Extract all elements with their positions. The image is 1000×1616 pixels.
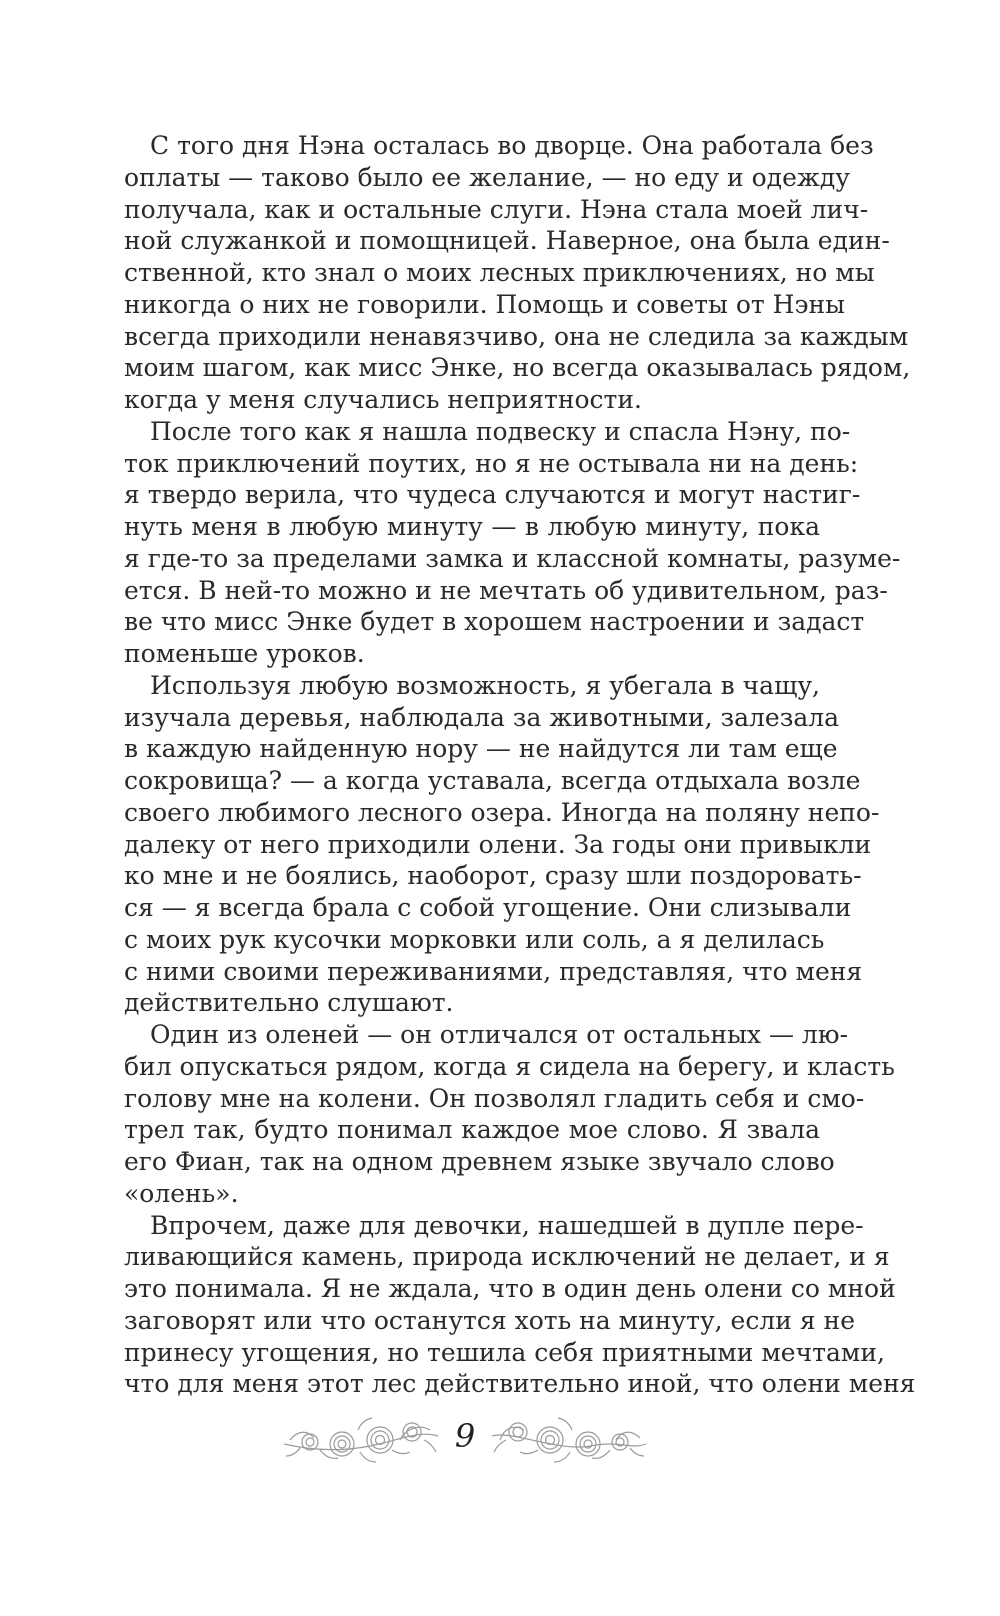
text-line: это понимала. Я не ждала, что в один день олени со мной [124, 1274, 896, 1303]
text-line: поменьше уроков. [124, 639, 365, 668]
text-line: я где-то за пределами замка и классной комнаты, разуме- [124, 543, 901, 573]
text-line: трел так, будто понимал каждое мое слово. Я звала [124, 1115, 820, 1145]
text-line: ток приключений поутих, но я не остывала ни на день: [124, 448, 859, 478]
page-number: 9 [454, 1417, 476, 1455]
rose-vine-ornament-right-icon [490, 1400, 650, 1480]
text-line: ется. В ней-то можно и не мечтать об удивительном, раз- [124, 575, 888, 605]
text-line: ве что мисс Энке будет в хорошем настроении и задаст [124, 607, 865, 637]
text-line: ся — я всегда брала с собой угощение. Они слизывали [124, 893, 852, 922]
text-line: всегда приходили ненавязчиво, она не следила за каждым [124, 321, 909, 351]
text-line: никогда о них не говорили. Помощь и советы от Нэны [124, 289, 846, 319]
text-line: заговорят или что останутся хоть на минуту, если я не [124, 1305, 856, 1335]
text-line: оплаты — таково было ее желание, — но еду и одежду [124, 162, 850, 192]
text-line: нуть меня в любую минуту — в любую минуту, пока [124, 512, 820, 541]
text-line: С того дня Нэна осталась во дворце. Она работала без [150, 131, 874, 160]
text-line: что для меня этот лес действительно иной, что олени меня [124, 1369, 916, 1399]
text-line: После того как я нашла подвеску и спасла Нэну, по- [150, 416, 851, 446]
text-line: бил опускаться рядом, когда я сидела на берегу, и класть [124, 1051, 895, 1081]
text-line: получала, как и остальные слуги. Нэна стала моей лич- [124, 194, 869, 224]
text-line: ной служанкой и помощницей. Наверное, она была един- [124, 226, 890, 256]
text-line: я твердо верила, что чудеса случаются и могут настиг- [124, 480, 861, 510]
text-line: ко мне и не боялись, наоборот, сразу шли поздоровать- [124, 861, 862, 891]
text-line: Используя любую возможность, я убегала в чащу, [150, 670, 820, 700]
rose-vine-ornament-left-icon [280, 1400, 440, 1480]
text-line: ственной, кто знал о моих лесных приключениях, но мы [124, 258, 875, 287]
body-text [124, 130, 916, 1400]
text-line: когда у меня случались неприятности. [124, 385, 642, 414]
text-line: ливающийся камень, природа исключений не делает, и я [124, 1242, 890, 1272]
text-line: в каждую найденную нору — не найдутся ли там еще [124, 734, 838, 764]
page-footer [280, 1400, 660, 1480]
text-line: с ними своими переживаниями, представляя, что меня [124, 956, 863, 986]
text-line: принесу угощения, но тешила себя приятными мечтами, [124, 1337, 885, 1367]
text-line: моим шагом, как мисс Энке, но всегда оказывалась рядом, [124, 353, 911, 383]
text-line: Один из оленей — он отличался от остальных — лю- [150, 1020, 849, 1049]
text-line: сокровища? — а когда уставала, всегда отдыхала возле [124, 766, 861, 795]
text-line: своего любимого лесного озера. Иногда на поляну непо- [124, 797, 880, 827]
text-line: «олень». [124, 1178, 239, 1208]
text-line: изучала деревья, наблюдала за животными, залезала [124, 702, 840, 732]
text-line: с моих рук кусочки морковки или соль, а я делилась [124, 924, 825, 954]
text-line: его Фиан, так на одном древнем языке звучало слово [124, 1147, 835, 1176]
text-line: голову мне на колени. Он позволял гладить себя и смо- [124, 1083, 865, 1113]
text-line: действительно слушают. [124, 988, 454, 1018]
text-line: Впрочем, даже для девочки, нашедшей в дупле пере- [150, 1210, 864, 1240]
text-line: далеку от него приходили олени. За годы они привыкли [124, 829, 872, 859]
